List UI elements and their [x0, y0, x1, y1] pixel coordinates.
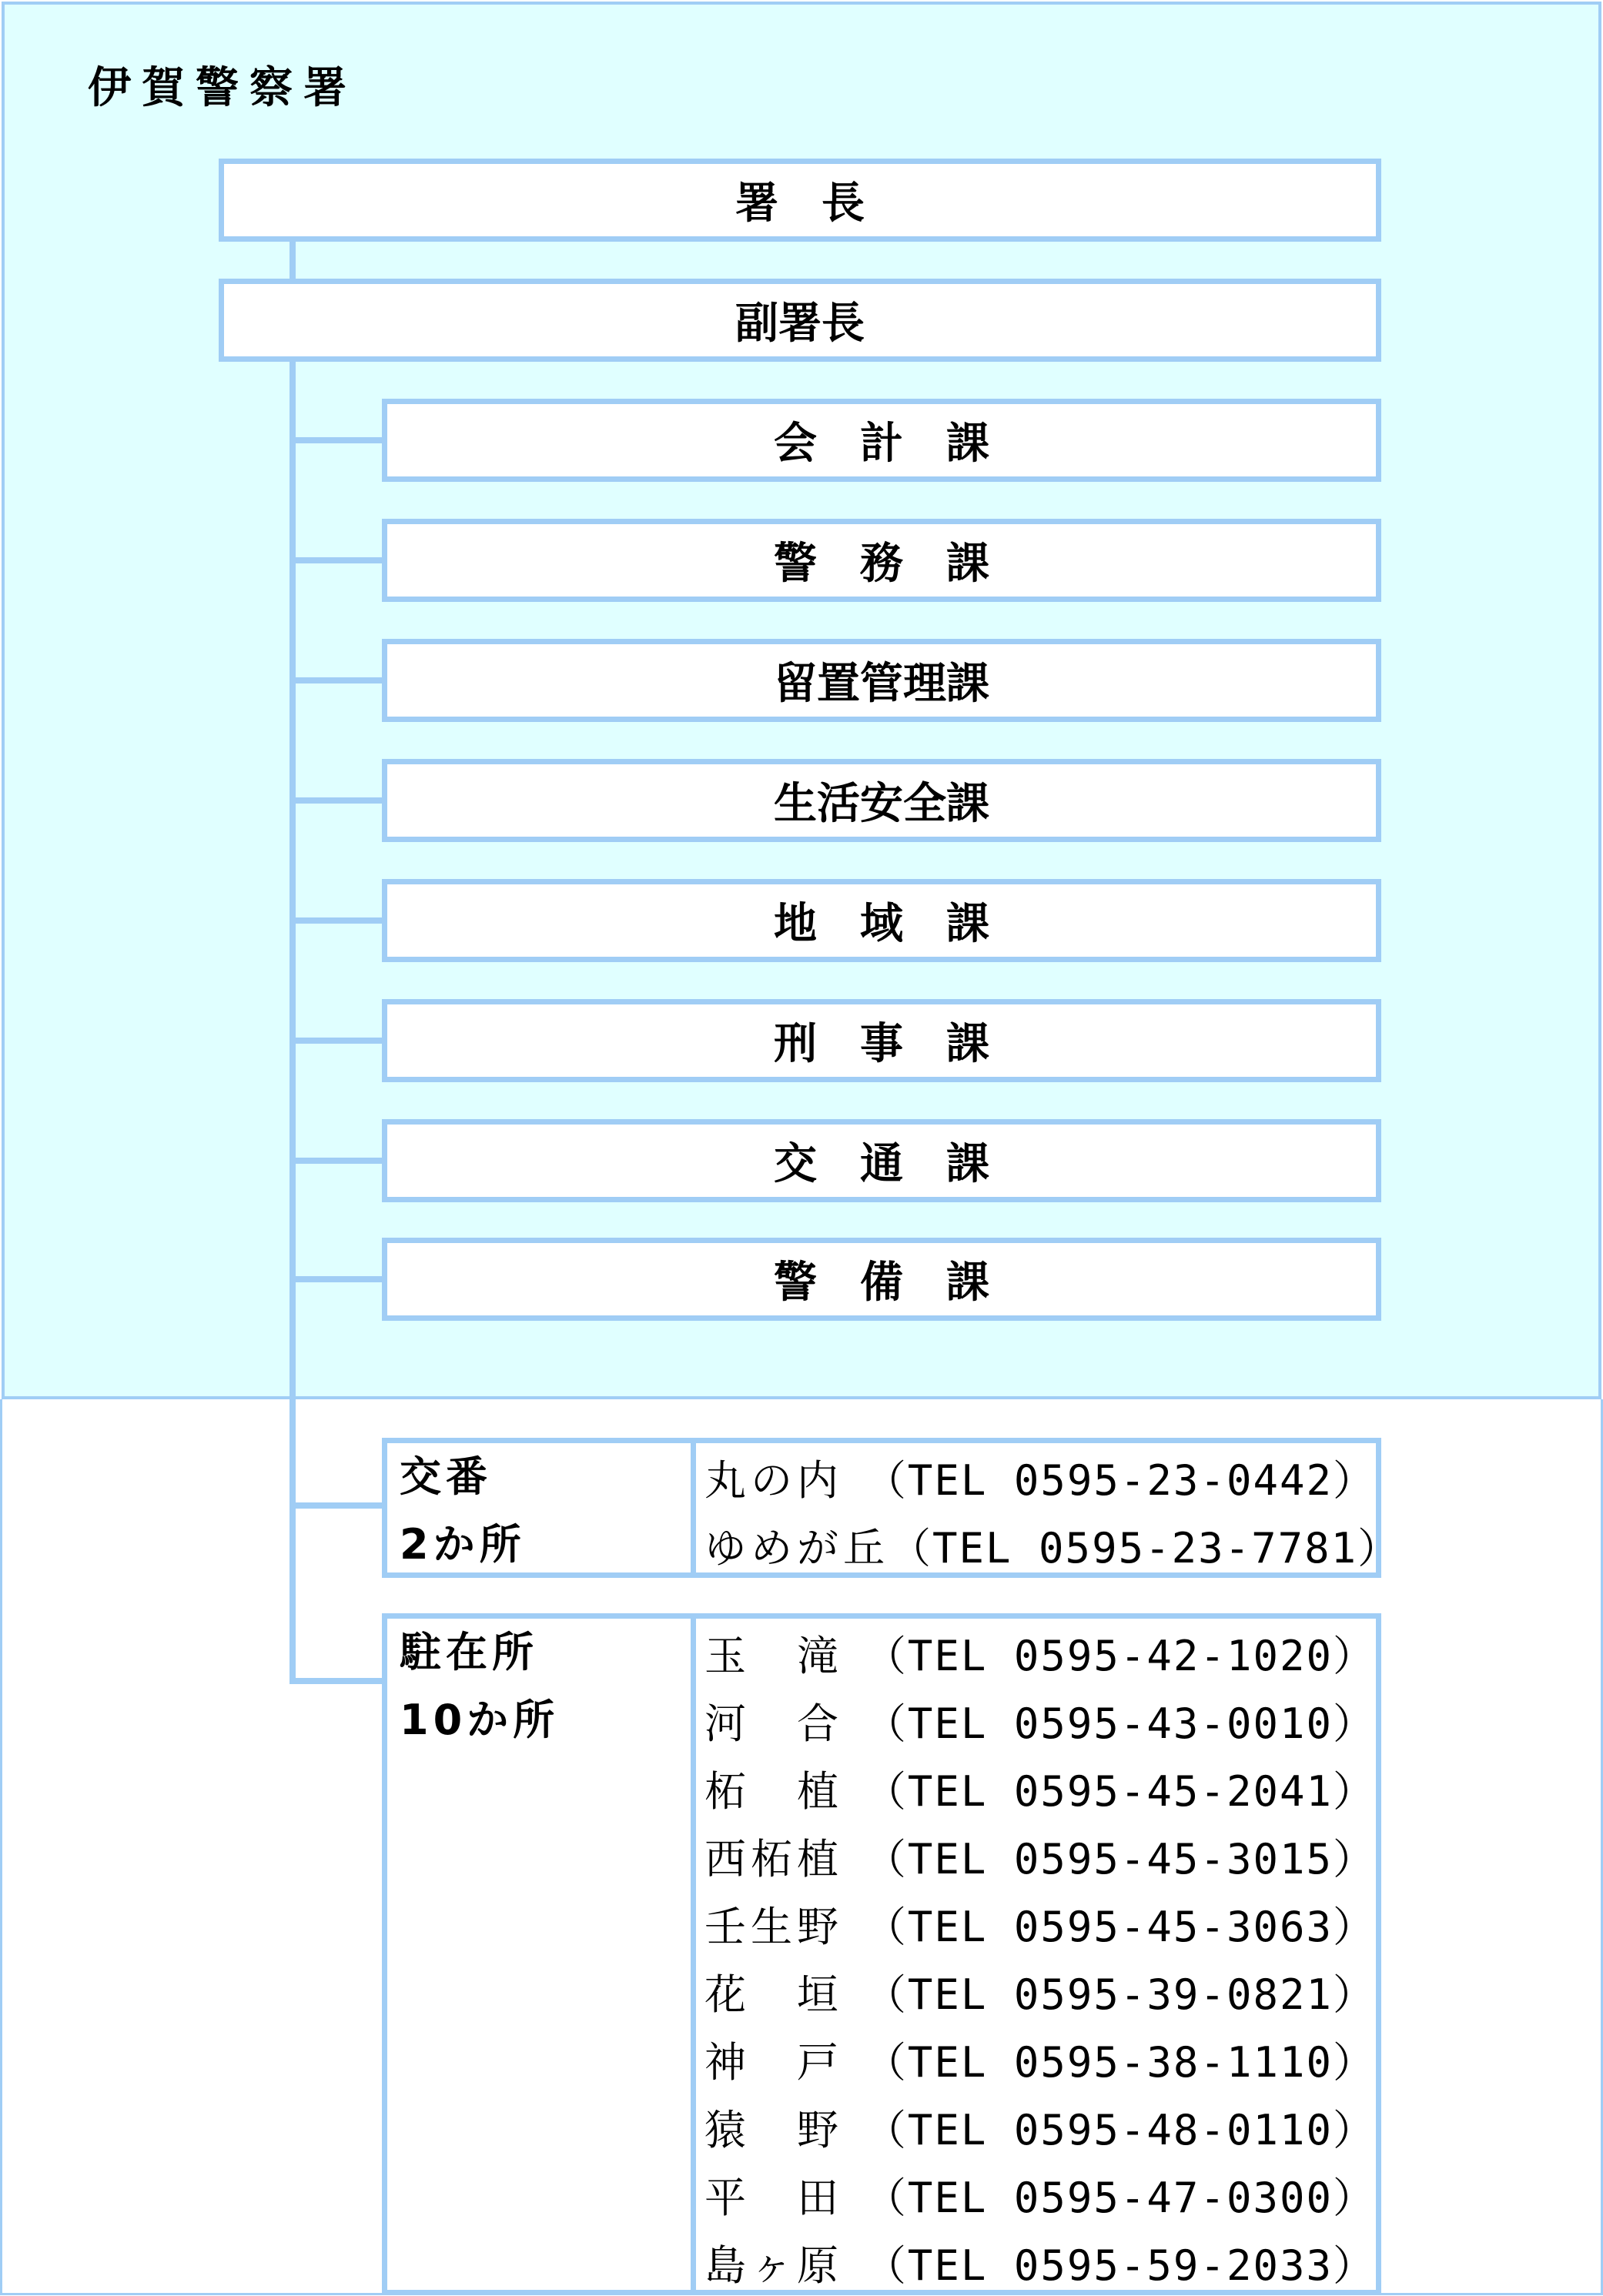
chuzaisho-entry — [704, 2093, 1376, 2161]
division-traffic: 交 通 課 — [382, 1119, 1381, 1202]
connector-division-3 — [289, 677, 387, 683]
chuzaisho-label-line1: 駐在所 — [400, 1628, 538, 1676]
connector-division-5 — [289, 917, 387, 924]
chuzaisho-table — [382, 1613, 1381, 2295]
connector-division-4 — [289, 797, 387, 804]
chuzaisho-name: 西柘植 — [704, 1834, 843, 1883]
chuzaisho-tel: （TEL 0595-43-0010） — [864, 1699, 1376, 1748]
chuzaisho-name: 河 合 — [704, 1699, 843, 1748]
chuzaisho-entry — [704, 2161, 1376, 2228]
chuzaisho-name: 玉 滝 — [704, 1631, 843, 1680]
chuzaisho-name: 神 戸 — [704, 2037, 843, 2087]
connector-division-1 — [289, 437, 387, 443]
chuzaisho-name: 壬生野 — [704, 1902, 843, 1951]
chuzaisho-label-line2: 10か所 — [400, 1696, 560, 1744]
connector-chuzaisho — [289, 1678, 387, 1684]
chuzaisho-entry — [704, 2025, 1376, 2093]
chuzaisho-name: 猿 野 — [704, 2105, 843, 2154]
koban-table — [382, 1438, 1401, 1578]
division-detention: 留置管理課 — [382, 639, 1381, 722]
koban-entry — [704, 1443, 1376, 1511]
chuzaisho-tel: （TEL 0595-48-0110） — [864, 2105, 1376, 2154]
chuzaisho-tel: （TEL 0595-38-1110） — [864, 2037, 1376, 2087]
chuzaisho-entry — [704, 1822, 1376, 1890]
koban-tel: （TEL 0595-23-0442） — [864, 1455, 1376, 1505]
koban-divider — [691, 1443, 696, 1572]
connector-division-2 — [289, 557, 387, 563]
connector-division-7 — [289, 1158, 387, 1164]
chuzaisho-tel: （TEL 0595-42-1020） — [864, 1631, 1376, 1680]
chuzaisho-tel: （TEL 0595-45-3015） — [864, 1834, 1376, 1883]
connector-chief-deputy — [289, 239, 296, 285]
koban-tel: （TEL 0595-23-7781） — [889, 1523, 1401, 1572]
division-security: 警 備 課 — [382, 1238, 1381, 1321]
chuzaisho-tel: （TEL 0595-59-2033） — [864, 2241, 1376, 2290]
chuzaisho-name: 島ヶ原 — [704, 2241, 843, 2290]
chuzaisho-entry — [704, 1890, 1376, 1957]
chuzaisho-name: 平 田 — [704, 2173, 843, 2222]
chuzaisho-tel: （TEL 0595-45-3063） — [864, 1902, 1376, 1951]
koban-entry — [704, 1511, 1401, 1579]
koban-name: 丸の内 — [704, 1455, 843, 1505]
chuzaisho-name: 柘 植 — [704, 1766, 843, 1816]
chuzaisho-tel: （TEL 0595-45-2041） — [864, 1766, 1376, 1816]
connector-division-8 — [289, 1276, 387, 1282]
division-community-safety: 生活安全課 — [382, 759, 1381, 842]
chuzaisho-entry — [704, 1754, 1376, 1822]
deputy-box: 副署長 — [219, 279, 1381, 362]
koban-label-line1: 交番 — [400, 1452, 492, 1501]
chuzaisho-entry — [704, 1957, 1376, 2025]
koban-name: ゆめが丘 — [704, 1523, 889, 1572]
chief-box: 署 長 — [219, 159, 1381, 242]
org-title: 伊賀警察署 — [88, 63, 357, 113]
division-community-policing: 地 域 課 — [382, 879, 1381, 962]
koban-label-line2: 2か所 — [400, 1520, 526, 1569]
chuzaisho-name: 花 垣 — [704, 1970, 843, 2019]
chuzaisho-tel: （TEL 0595-47-0300） — [864, 2173, 1376, 2222]
chuzaisho-entry — [704, 1619, 1376, 1686]
division-criminal: 刑 事 課 — [382, 999, 1381, 1082]
chuzaisho-entry — [704, 2228, 1376, 2296]
connector-division-6 — [289, 1038, 387, 1044]
division-accounting: 会 計 課 — [382, 399, 1381, 482]
division-general-affairs: 警 務 課 — [382, 519, 1381, 602]
connector-koban — [289, 1502, 387, 1509]
chuzaisho-entry — [704, 1686, 1376, 1754]
chuzaisho-divider — [691, 1619, 696, 2290]
chuzaisho-tel: （TEL 0595-39-0821） — [864, 1970, 1376, 2019]
